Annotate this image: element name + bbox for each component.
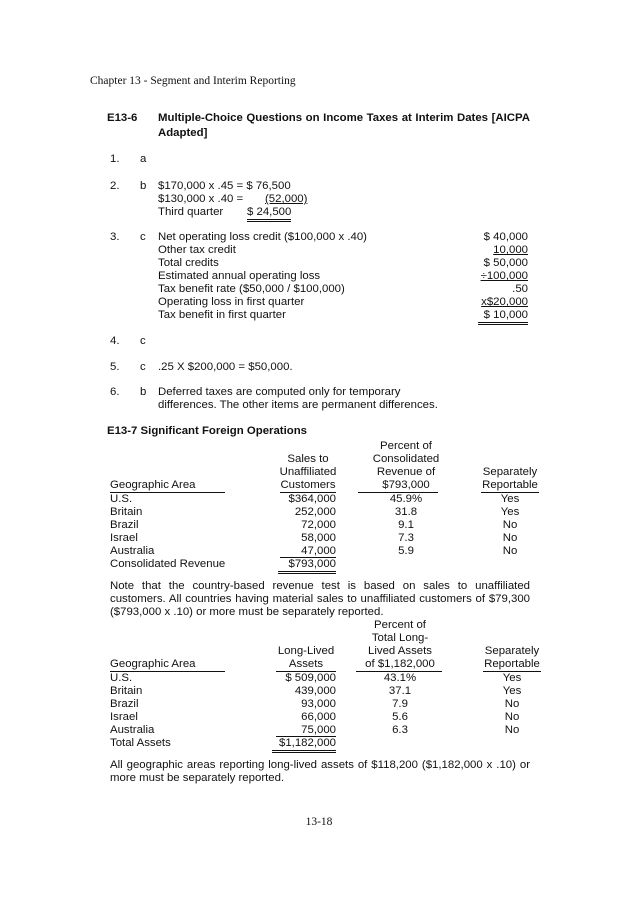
note-line: Note that the country-based revenue test is based on sales to unaffiliated [110, 580, 530, 592]
table1-area: Britain [110, 506, 143, 518]
table2-area: Britain [110, 685, 143, 697]
table2-assets: 75,000 [301, 724, 336, 736]
q3-label: Estimated annual operating loss [158, 270, 321, 282]
table1-sep: No [502, 532, 518, 544]
table1-area: U.S. [110, 493, 133, 505]
q3-value: $ 10,000 [478, 309, 528, 325]
table2-area: Australia [110, 724, 155, 736]
table1-sep: Yes [500, 506, 520, 518]
calc-line: $170,000 x .45 = $ 76,500 [158, 180, 291, 192]
question-number: 1. [110, 153, 120, 165]
table2-assets: 93,000 [301, 698, 336, 710]
question-number: 6. [110, 386, 120, 398]
q3-label: Tax benefit rate ($50,000 / $100,000) [158, 283, 345, 295]
table2-area: Brazil [110, 698, 139, 710]
table1-header-sales: Unaffiliated [279, 466, 337, 478]
q3-value: .50 [512, 283, 528, 295]
q3-label: Net operating loss credit ($100,000 x .40) [158, 231, 367, 243]
question-answer: a [140, 153, 147, 165]
table1-pct: 7.3 [398, 532, 414, 544]
page-number: 13-18 [305, 816, 333, 828]
table1-pct: 31.8 [394, 506, 418, 518]
q3-label: Other tax credit [158, 244, 236, 256]
question-number: 4. [110, 335, 120, 347]
table2-area: U.S. [110, 672, 133, 684]
table1-header-sep: Reportable [482, 479, 538, 491]
calc-value: $ 24,500 [247, 206, 291, 222]
table1-sep: No [502, 545, 518, 557]
note-line: customers. All countries having material sales to unaffiliated customers of $79,300 [110, 593, 530, 605]
exercise-code: E13-6 [107, 112, 138, 124]
table1-sales: 252,000 [294, 506, 336, 518]
exercise-title: E13-7 Significant Foreign Operations [107, 425, 308, 437]
q3-label: Tax benefit in first quarter [158, 309, 286, 321]
table1-sales: 58,000 [301, 532, 336, 544]
q3-value: ÷100,000 [480, 270, 528, 282]
table2-total-label: Total Assets [110, 737, 171, 749]
table1-header-pct: Consolidated [372, 453, 440, 465]
table2-header-ll: Assets [288, 658, 324, 670]
table2-sep: No [504, 711, 520, 723]
table2-sep: No [504, 724, 520, 736]
table2-pct: 37.1 [388, 685, 412, 697]
note-line: All geographic areas reporting long-lived assets of $118,200 ($1,182,000 x .10) or [110, 759, 530, 771]
table2-header-pct: of $1,182,000 [365, 658, 435, 670]
table1-pct: 45.9% [389, 493, 423, 505]
answer-text: differences. The other items are permanent differences. [158, 399, 438, 411]
answer-text: Deferred taxes are computed only for temporary [158, 386, 401, 398]
table2-pct: 7.9 [392, 698, 408, 710]
table1-area: Australia [110, 545, 155, 557]
table1-sales: 72,000 [301, 519, 336, 531]
q3-label: Total credits [158, 257, 219, 269]
table1-sep: Yes [500, 493, 520, 505]
table1-pct: 9.1 [398, 519, 414, 531]
q3-value: $ 40,000 [483, 231, 528, 243]
table1-header-area: Geographic Area [110, 479, 196, 491]
question-answer: b [140, 386, 147, 398]
table1-header-sep: Separately [482, 466, 538, 478]
table1-total-label: Consolidated Revenue [110, 558, 226, 570]
exercise-title-line2: Adapted] [158, 127, 208, 139]
q3-value: 10,000 [493, 244, 528, 256]
table2-area: Israel [110, 711, 138, 723]
exercise-title-line1: Multiple-Choice Questions on Income Taxes at Interim Dates [AICPA [158, 112, 530, 124]
table1-header-pct: $793,000 [382, 479, 430, 491]
table2-assets: 439,000 [294, 685, 336, 697]
question-answer: c [140, 231, 146, 243]
question-number: 5. [110, 361, 120, 373]
calc-value: (52,000) [265, 193, 308, 205]
table2-sep: No [504, 698, 520, 710]
note-line: ($793,000 x .10) or more must be separately reported. [110, 606, 384, 618]
table2-header-area: Geographic Area [110, 658, 196, 670]
table2-header-pct: Total Long- [371, 632, 429, 644]
table2-sep: Yes [502, 685, 522, 697]
q3-value: $ 50,000 [483, 257, 528, 269]
note-line: more must be separately reported. [110, 772, 285, 784]
table1-header-pct: Revenue of [376, 466, 436, 478]
question-number: 2. [110, 180, 120, 192]
table2-header-ll: Long-Lived [277, 645, 335, 657]
table2-header-pct: Lived Assets [368, 645, 432, 657]
table2-assets: 66,000 [301, 711, 336, 723]
table2-assets: $ 509,000 [285, 672, 336, 684]
table1-header-sales: Sales to [287, 453, 329, 465]
table1-sales: $364,000 [288, 493, 336, 505]
table1-pct: 5.9 [398, 545, 414, 557]
q3-label: Operating loss in first quarter [158, 296, 305, 308]
page-header: Chapter 13 - Segment and Interim Reporting [90, 75, 296, 87]
table2-header-pct: Percent of [374, 619, 426, 631]
table1-area: Israel [110, 532, 138, 544]
table2-pct: 5.6 [392, 711, 408, 723]
question-answer: c [140, 335, 146, 347]
table2-pct: 43.1% [383, 672, 417, 684]
calc-line: Third quarter [158, 206, 224, 218]
question-answer: b [140, 180, 147, 192]
table1-sales: 47,000 [301, 545, 336, 557]
table1-header-sales: Customers [280, 479, 336, 491]
question-number: 3. [110, 231, 120, 243]
table1-sep: No [502, 519, 518, 531]
table2-pct: 6.3 [392, 724, 408, 736]
table1-header-pct: Percent of [380, 440, 432, 452]
table2-header-sep: Separately [484, 645, 540, 657]
table2-total-value: $1,182,000 [272, 737, 336, 753]
question-answer: c [140, 361, 146, 373]
table1-total-value: $793,000 [278, 558, 336, 574]
table2-sep: Yes [502, 672, 522, 684]
calc-line: $130,000 x .40 = [158, 193, 244, 205]
q3-value: x$20,000 [481, 296, 528, 308]
table1-area: Brazil [110, 519, 139, 531]
calc-line: .25 X $200,000 = $50,000. [158, 361, 293, 373]
table2-header-sep: Reportable [484, 658, 540, 670]
